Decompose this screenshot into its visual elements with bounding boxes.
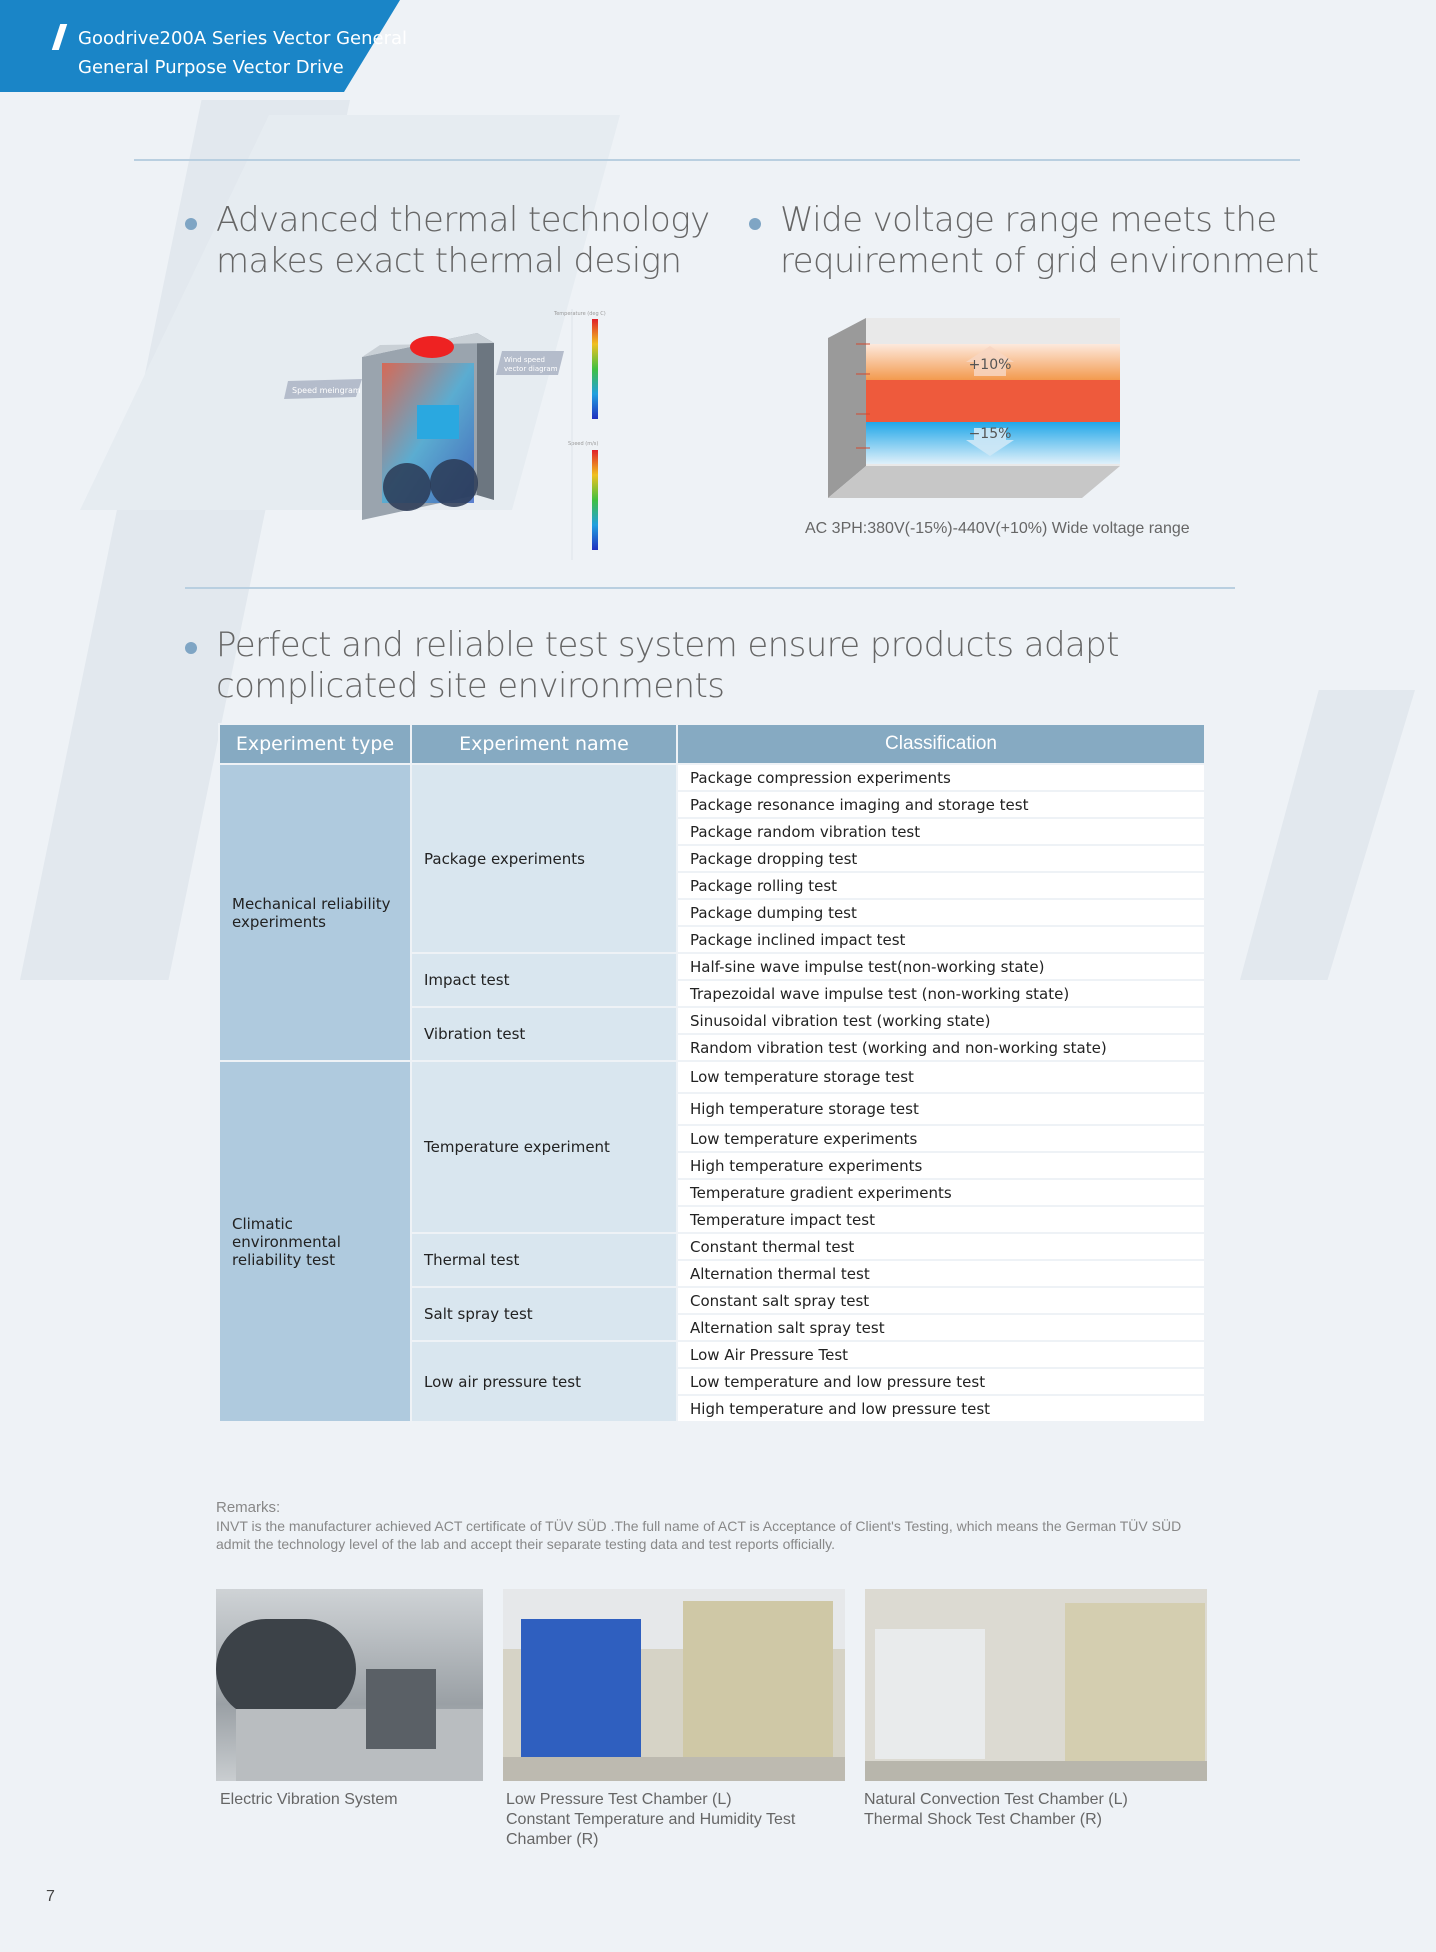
page-number: 7 (46, 1888, 55, 1905)
classification-cell: Constant salt spray test (677, 1287, 1205, 1314)
classification-cell: Sinusoidal vibration test (working state) (677, 1007, 1205, 1034)
classification-cell: Package rolling test (677, 872, 1205, 899)
classification-cell: Temperature gradient experiments (677, 1179, 1205, 1206)
test-heading-line2: complicated site environments (216, 666, 725, 706)
photo-caption-1: Electric Vibration System (220, 1791, 398, 1808)
plus-ten-percent-label: +10% (968, 357, 1012, 373)
header-series-title: Goodrive200A Series Vector General (78, 28, 408, 49)
minus-fifteen-percent-label: −15% (968, 426, 1012, 442)
classification-cell: Package dumping test (677, 899, 1205, 926)
classification-cell: Package inclined impact test (677, 926, 1205, 953)
name-salt-spray: Salt spray test (411, 1287, 677, 1341)
name-thermal: Thermal test (411, 1233, 677, 1287)
remarks-line1: INVT is the manufacturer achieved ACT certificate of TÜV SÜD .The full name of ACT is Acceptance of Client's Testing, which means the German TÜV SÜD (216, 1518, 1182, 1534)
table-header-row (219, 724, 1205, 764)
classification-cell: Low temperature storage test (677, 1061, 1205, 1093)
thermal-heading-line1: Advanced thermal technology (216, 200, 710, 240)
classification-cell: Low temperature experiments (677, 1125, 1205, 1152)
name-low-air-pressure: Low air pressure test (411, 1341, 677, 1422)
middle-divider (185, 587, 1235, 589)
classification-cell: High temperature storage test (677, 1093, 1205, 1125)
background-stripe-right (1240, 690, 1415, 980)
classification-cell: Package resonance imaging and storage test (677, 791, 1205, 818)
photo-caption-3: Natural Convection Test Chamber (L) Thermal Shock Test Chamber (R) (864, 1791, 1128, 1828)
type-mechanical: Mechanical reliability experiments (219, 764, 411, 1061)
thermal-heading (216, 200, 710, 282)
bullet-test (185, 642, 197, 654)
svg-text:Wind speed: Wind speed (504, 356, 545, 364)
name-package: Package experiments (411, 764, 677, 953)
classification-cell: Constant thermal test (677, 1233, 1205, 1260)
test-heading-line1: Perfect and reliable test system ensure products adapt (216, 625, 1119, 665)
header-experiment-type: Experiment type (219, 724, 411, 764)
header-experiment-name: Experiment name (411, 724, 677, 764)
classification-cell: Low Air Pressure Test (677, 1341, 1205, 1368)
temperature-legend-bar (592, 319, 598, 419)
remarks-label: Remarks: (216, 1499, 281, 1516)
classification-cell: Temperature impact test (677, 1206, 1205, 1233)
voltage-heading (780, 200, 1318, 282)
speed-legend-bar (592, 450, 598, 550)
classification-cell: Package compression experiments (677, 764, 1205, 791)
classification-cell: Random vibration test (working and non-working state) (677, 1034, 1205, 1061)
header-classification: Classification (677, 724, 1205, 764)
table-row (219, 1061, 1205, 1093)
voltage-heading-line2: requirement of grid environment (780, 241, 1319, 281)
voltage-heading-line1: Wide voltage range meets the (780, 200, 1277, 240)
experiment-table (218, 723, 1206, 1423)
photo-caption-2: Low Pressure Test Chamber (L) Constant Temperature and Humidity Test Chamber (R) (506, 1791, 796, 1848)
speed-diagram-label: Speed meingram (292, 386, 361, 395)
name-temperature: Temperature experiment (411, 1061, 677, 1233)
table-row (219, 764, 1205, 791)
voltage-caption: AC 3PH:380V(-15%)-440V(+10%) Wide voltage range (805, 520, 1190, 537)
remarks-line2: admit the technology level of the lab and accept their separate testing data and test reports officially. (216, 1536, 835, 1552)
name-impact: Impact test (411, 953, 677, 1007)
classification-cell: Trapezoidal wave impulse test (non-working state) (677, 980, 1205, 1007)
photo-electric-vibration-system (216, 1589, 483, 1781)
classification-cell: Alternation salt spray test (677, 1314, 1205, 1341)
classification-cell: Low temperature and low pressure test (677, 1368, 1205, 1395)
classification-cell: Package dropping test (677, 845, 1205, 872)
classification-cell: Half-sine wave impulse test(non-working state) (677, 953, 1205, 980)
bullet-thermal (185, 218, 197, 230)
bullet-voltage (749, 218, 761, 230)
photo-low-pressure-and-humidity-chambers (503, 1589, 845, 1781)
test-heading (216, 625, 1119, 707)
top-divider (134, 159, 1300, 161)
nominal-voltage-band (866, 380, 1120, 422)
classification-cell: Alternation thermal test (677, 1260, 1205, 1287)
header-subtitle: General Purpose Vector Drive (78, 57, 344, 78)
type-climatic: Climatic environmental reliability test (219, 1061, 411, 1422)
photo-convection-and-thermal-shock-chambers (865, 1589, 1207, 1781)
svg-text:vector diagram: vector diagram (504, 365, 558, 373)
classification-cell: High temperature experiments (677, 1152, 1205, 1179)
classification-cell: Package random vibration test (677, 818, 1205, 845)
thermal-heading-line2: makes exact thermal design (216, 241, 682, 281)
thermal-simulation-figure (282, 305, 612, 565)
name-vibration: Vibration test (411, 1007, 677, 1061)
svg-text:Speed (m/s): Speed (m/s) (568, 441, 599, 447)
svg-text:Temperature (deg C): Temperature (deg C) (554, 311, 606, 317)
classification-cell: High temperature and low pressure test (677, 1395, 1205, 1422)
voltage-range-diagram (826, 316, 1126, 502)
